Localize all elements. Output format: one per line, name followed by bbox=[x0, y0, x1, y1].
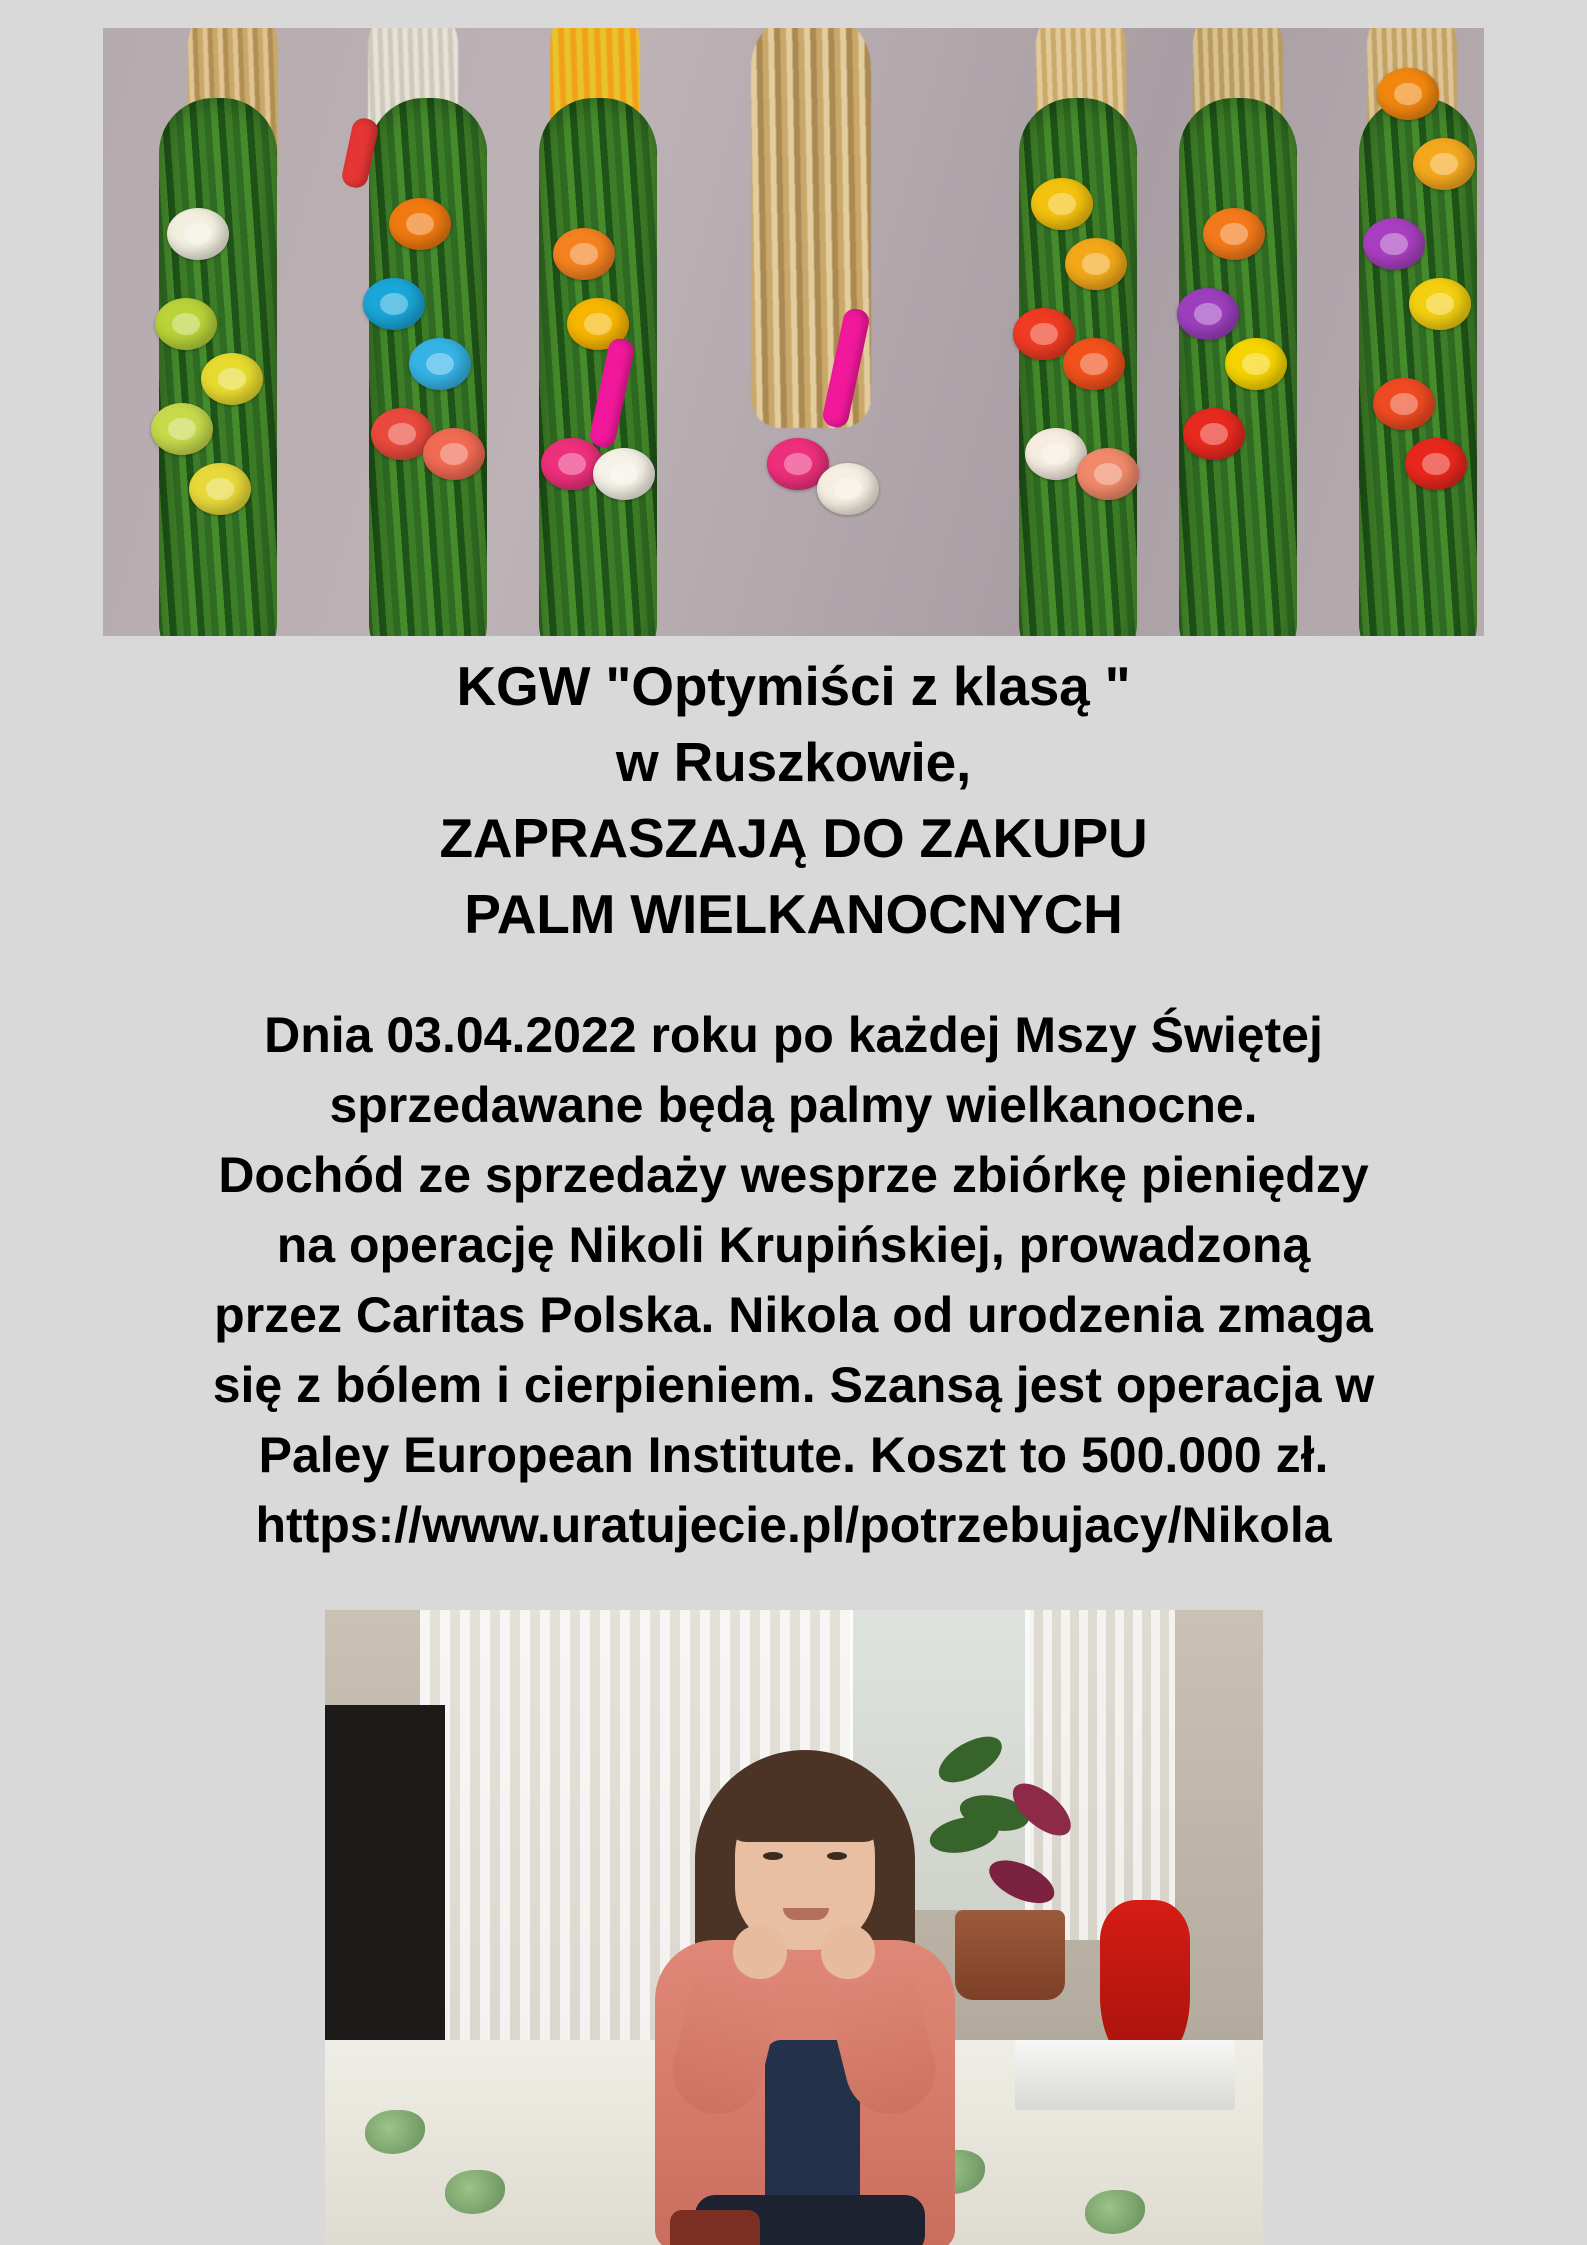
paper-flower bbox=[189, 463, 251, 515]
fundraiser-url[interactable]: https://www.uratujecie.pl/potrzebujacy/Nikola bbox=[255, 1497, 1332, 1553]
girl-portrait-photo bbox=[325, 1610, 1263, 2245]
paper-flower bbox=[1203, 208, 1265, 260]
wheelchair-part bbox=[670, 2210, 760, 2245]
headline-line: w Ruszkowie, bbox=[615, 731, 972, 793]
paper-flower bbox=[1405, 438, 1467, 490]
headline-line: ZAPRASZAJĄ DO ZAKUPU bbox=[439, 807, 1148, 869]
paper-flower bbox=[423, 428, 485, 480]
paper-flower bbox=[1225, 338, 1287, 390]
paper-flower bbox=[1409, 278, 1471, 330]
cloth-floral-motif bbox=[445, 2170, 505, 2214]
paper-flower bbox=[1373, 378, 1435, 430]
paper-flower bbox=[817, 463, 879, 515]
paper-flower bbox=[201, 353, 263, 405]
paper-flower bbox=[167, 208, 229, 260]
cloth-floral-motif bbox=[365, 2110, 425, 2154]
hand bbox=[821, 1925, 875, 1979]
body-line: Dnia 03.04.2022 roku po każdej Mszy Świętej bbox=[264, 1007, 1323, 1063]
paper-flower bbox=[1413, 138, 1475, 190]
palm-bundle bbox=[1343, 28, 1484, 636]
body-line: na operację Nikoli Krupińskiej, prowadzoną bbox=[276, 1217, 1311, 1273]
palm-bundle bbox=[353, 28, 503, 636]
body-line: Paley European Institute. Koszt to 500.000 zł. bbox=[258, 1427, 1329, 1483]
paper-flower bbox=[1063, 338, 1125, 390]
paper-flower bbox=[389, 198, 451, 250]
palm-bundle bbox=[1003, 28, 1153, 636]
paper-flower bbox=[151, 403, 213, 455]
palm-bundle bbox=[143, 28, 293, 636]
headline-line: KGW "Optymiści z klasą " bbox=[456, 655, 1131, 717]
paper-flower bbox=[593, 448, 655, 500]
white-device bbox=[1015, 2040, 1235, 2110]
body-line: się z bólem i cierpieniem. Szansą jest operacja w bbox=[212, 1357, 1375, 1413]
easter-palms-photo bbox=[103, 28, 1484, 636]
palm-bundle bbox=[523, 28, 673, 636]
paper-flower bbox=[1031, 178, 1093, 230]
eye bbox=[763, 1852, 783, 1860]
paper-flower bbox=[363, 278, 425, 330]
body-line: Dochód ze sprzedaży wesprze zbiórkę pieniędzy bbox=[218, 1147, 1369, 1203]
paper-flower bbox=[1363, 218, 1425, 270]
paper-flower bbox=[1183, 408, 1245, 460]
paper-flower bbox=[1065, 238, 1127, 290]
headline-line: PALM WIELKANOCNYCH bbox=[464, 883, 1123, 945]
palm-stem bbox=[539, 98, 657, 636]
cloth-floral-motif bbox=[1085, 2190, 1145, 2234]
red-vase bbox=[1100, 1900, 1190, 2060]
paper-flower bbox=[553, 228, 615, 280]
eye bbox=[827, 1852, 847, 1860]
body-line: przez Caritas Polska. Nikola od urodzenia zmaga bbox=[214, 1287, 1373, 1343]
dried-grass-bundle bbox=[743, 28, 893, 636]
poster-headline bbox=[0, 648, 1587, 952]
paper-flower bbox=[1177, 288, 1239, 340]
paper-flower bbox=[409, 338, 471, 390]
girl-figure bbox=[615, 1740, 995, 2245]
mouth bbox=[783, 1908, 829, 1920]
hair-fringe bbox=[727, 1772, 883, 1842]
paper-flower bbox=[155, 298, 217, 350]
poster-body-text bbox=[0, 1000, 1587, 1560]
hand bbox=[733, 1925, 787, 1979]
body-line: sprzedawane będą palmy wielkanocne. bbox=[329, 1077, 1258, 1133]
palm-bundle bbox=[1163, 28, 1313, 636]
paper-flower bbox=[1377, 68, 1439, 120]
paper-flower bbox=[1077, 448, 1139, 500]
